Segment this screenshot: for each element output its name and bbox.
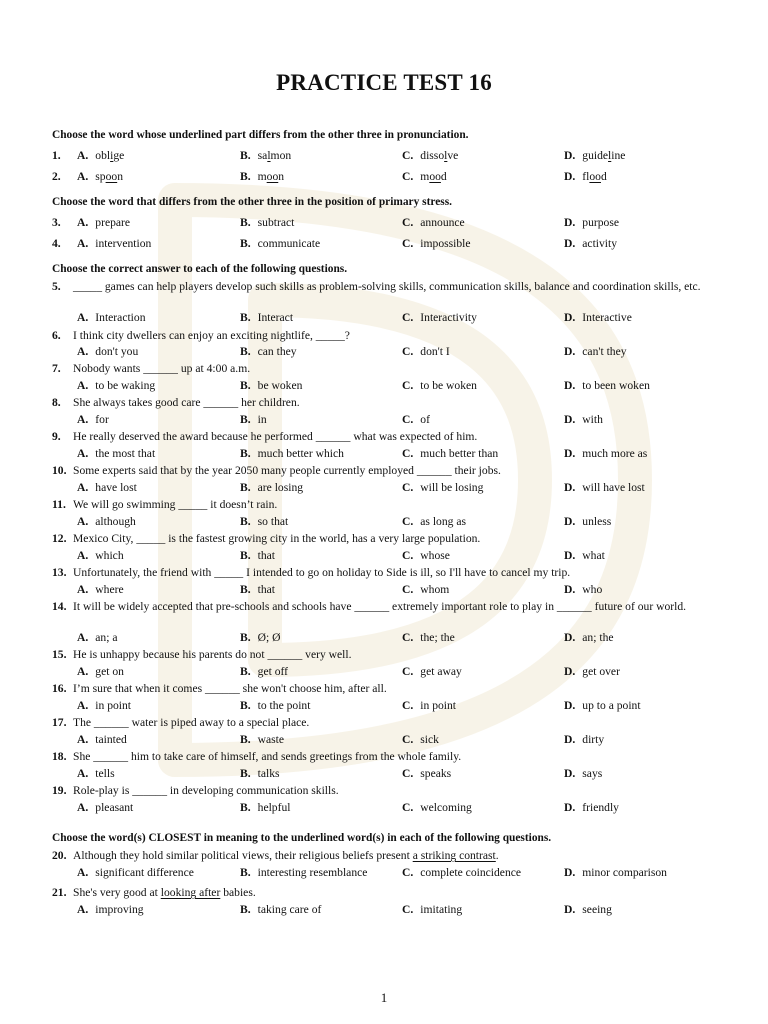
option-a[interactable]: A. the most that xyxy=(77,447,156,460)
option-d[interactable]: D. will have lost xyxy=(564,481,645,494)
option-b[interactable]: B. can they xyxy=(240,345,297,358)
option-d[interactable]: D. up to a point xyxy=(564,699,641,712)
question-number: 10. xyxy=(52,464,67,477)
option-a[interactable]: A. to be waking xyxy=(77,379,156,392)
option-d[interactable]: D. what xyxy=(564,549,605,562)
question-number: 6. xyxy=(52,329,61,342)
options-row xyxy=(52,767,742,783)
option-d[interactable]: D. minor comparison xyxy=(564,866,667,879)
question-row xyxy=(52,886,742,902)
option-c[interactable]: C. dissolve xyxy=(402,149,459,162)
underlined-phrase: a striking contrast xyxy=(412,849,496,862)
question-stem: I’m sure that when it comes ______ she won't choose him, after all. xyxy=(73,682,387,695)
option-d[interactable]: D. Interactive xyxy=(564,311,632,324)
question-stem: He is unhappy because his parents do not ______ very well. xyxy=(73,648,352,661)
section-instruction: Choose the word whose underlined part differs from the other three in pronunciation. xyxy=(52,129,469,141)
option-b[interactable]: B. that xyxy=(240,549,276,562)
option-d[interactable]: D. activity xyxy=(564,237,618,250)
question-number: 9. xyxy=(52,430,61,443)
options-row xyxy=(52,665,742,681)
option-a[interactable]: A. tells xyxy=(77,767,115,780)
option-d[interactable]: D. dirty xyxy=(564,733,605,746)
option-d[interactable]: D. flood xyxy=(564,170,607,183)
question-row xyxy=(52,396,742,412)
option-b[interactable]: B. are losing xyxy=(240,481,304,494)
question-stem: Although they hold similar political views, their religious beliefs present a striking contrast. xyxy=(73,849,499,862)
question-row xyxy=(52,430,742,446)
option-d[interactable]: D. says xyxy=(564,767,603,780)
question-number: 8. xyxy=(52,396,61,409)
question-stem: Mexico City, _____ is the fastest growing city in the world, has a very large population. xyxy=(73,532,481,545)
question-row xyxy=(52,170,742,186)
option-d[interactable]: D. friendly xyxy=(564,801,619,814)
question-row xyxy=(52,600,742,616)
options-row xyxy=(52,345,742,361)
options-row xyxy=(52,733,742,749)
option-d[interactable]: D. to been woken xyxy=(564,379,650,392)
option-b[interactable]: B. to the point xyxy=(240,699,311,712)
option-a[interactable]: A. intervention xyxy=(77,237,152,250)
option-c[interactable]: C. announce xyxy=(402,216,465,229)
question-stem: Role-play is ______ in developing communication skills. xyxy=(73,784,339,797)
option-b[interactable]: B. waste xyxy=(240,733,285,746)
option-a[interactable]: A. get on xyxy=(77,665,124,678)
question-row xyxy=(52,532,742,548)
question-stem: I think city dwellers can enjoy an exciting nightlife, _____? xyxy=(73,329,350,342)
options-row xyxy=(52,515,742,531)
option-a[interactable]: A. although xyxy=(77,515,136,528)
question-number: 19. xyxy=(52,784,67,797)
options-row xyxy=(52,631,742,647)
question-row xyxy=(52,849,742,865)
options-row xyxy=(52,379,742,395)
question-stem: She ______ him to take care of himself, and sends greetings from the whole family. xyxy=(73,750,462,763)
option-c[interactable]: C. complete coincidence xyxy=(402,866,522,879)
option-a[interactable]: A. significant difference xyxy=(77,866,194,879)
option-a[interactable]: A. improving xyxy=(77,903,144,916)
option-b[interactable]: B. get off xyxy=(240,665,289,678)
option-a[interactable]: A. pleasant xyxy=(77,801,134,814)
question-stem: Nobody wants ______ up at 4:00 a.m. xyxy=(73,362,251,375)
option-b[interactable]: B. Ø; Ø xyxy=(240,631,281,644)
options-row xyxy=(52,583,742,599)
section-instruction: Choose the correct answer to each of the following questions. xyxy=(52,263,348,275)
question-row xyxy=(52,280,742,296)
question-number: 15. xyxy=(52,648,67,661)
question-number: 7. xyxy=(52,362,61,375)
question-number: 3. xyxy=(52,216,61,229)
option-d[interactable]: D. get over xyxy=(564,665,620,678)
option-b[interactable]: B. interesting resemblance xyxy=(240,866,368,879)
option-a[interactable]: A. where xyxy=(77,583,124,596)
question-row xyxy=(52,566,742,582)
option-d[interactable]: D. much more as xyxy=(564,447,648,460)
options-row xyxy=(52,699,742,715)
option-c[interactable]: C. to be woken xyxy=(402,379,477,392)
option-d[interactable]: D. purpose xyxy=(564,216,619,229)
question-number: 20. xyxy=(52,849,67,862)
option-d[interactable]: D. unless xyxy=(564,515,612,528)
option-b[interactable]: B. moon xyxy=(240,170,285,183)
question-stem: She's very good at looking after babies. xyxy=(73,886,256,899)
option-a[interactable]: A. don't you xyxy=(77,345,139,358)
options-row xyxy=(52,903,742,919)
question-row xyxy=(52,464,742,480)
question-number: 5. xyxy=(52,280,61,293)
option-c[interactable]: C. welcoming xyxy=(402,801,472,814)
question-number: 16. xyxy=(52,682,67,695)
question-number: 21. xyxy=(52,886,67,899)
options-row xyxy=(52,447,742,463)
option-b[interactable]: B. helpful xyxy=(240,801,291,814)
question-stem: We will go swimming _____ it doesn’t rain. xyxy=(73,498,278,511)
option-c[interactable]: C. whom xyxy=(402,583,450,596)
option-c[interactable]: C. Interactivity xyxy=(402,311,477,324)
question-stem: She always takes good care ______ her children. xyxy=(73,396,300,409)
option-c[interactable]: C. get away xyxy=(402,665,462,678)
question-stem: He really deserved the award because he performed ______ what was expected of him. xyxy=(73,430,478,443)
question-number: 1. xyxy=(52,149,61,162)
question-number: 11. xyxy=(52,498,66,511)
option-c[interactable]: C. mood xyxy=(402,170,447,183)
question-row xyxy=(52,329,742,345)
question-row xyxy=(52,498,742,514)
option-c[interactable]: C. as long as xyxy=(402,515,467,528)
options-row xyxy=(52,801,742,817)
question-number: 4. xyxy=(52,237,61,250)
question-number: 13. xyxy=(52,566,67,579)
question-number: 2. xyxy=(52,170,61,183)
option-a[interactable]: A. an; a xyxy=(77,631,118,644)
question-number: 14. xyxy=(52,600,67,613)
option-a[interactable]: A. in point xyxy=(77,699,132,712)
option-d[interactable]: D. guideline xyxy=(564,149,626,162)
question-stem: _____ games can help players develop such skills as problem-solving skills, communication skills, balance and coordination skills, etc. xyxy=(73,280,701,293)
option-d[interactable]: D. with xyxy=(564,413,603,426)
options-row xyxy=(52,481,742,497)
option-c[interactable]: C. much better than xyxy=(402,447,499,460)
section-instruction: Choose the word(s) CLOSEST in meaning to the underlined word(s) in each of the following questions. xyxy=(52,832,552,844)
option-a[interactable]: A. which xyxy=(77,549,124,562)
question-stem: It will be widely accepted that pre-schools and schools have ______ extremely important role to play in ______ future of our world. xyxy=(73,600,687,613)
question-row xyxy=(52,750,742,766)
question-row xyxy=(52,648,742,664)
option-c[interactable]: C. whose xyxy=(402,549,450,562)
option-b[interactable]: B. talks xyxy=(240,767,280,780)
option-d[interactable]: D. seeing xyxy=(564,903,612,916)
page-number: 1 xyxy=(380,990,388,1005)
question-row xyxy=(52,237,742,253)
option-b[interactable]: B. salmon xyxy=(240,149,292,162)
question-number: 12. xyxy=(52,532,67,545)
option-b[interactable]: B. Interact xyxy=(240,311,294,324)
question-row xyxy=(52,216,742,232)
option-a[interactable]: A. spoon xyxy=(77,170,123,183)
question-stem: Unfortunately, the friend with _____ I intended to go on holiday to Side is ill, so I'll have to cancel my trip. xyxy=(73,566,571,579)
options-row xyxy=(52,866,742,882)
question-row xyxy=(52,716,742,732)
option-a[interactable]: A. for xyxy=(77,413,109,426)
option-b[interactable]: B. be woken xyxy=(240,379,303,392)
option-a[interactable]: A. tainted xyxy=(77,733,127,746)
question-number: 17. xyxy=(52,716,67,729)
option-c[interactable]: C. impossible xyxy=(402,237,471,250)
options-row xyxy=(52,311,742,327)
question-row xyxy=(52,784,742,800)
option-a[interactable]: A. oblige xyxy=(77,149,125,162)
option-b[interactable]: B. taking care of xyxy=(240,903,322,916)
option-c[interactable]: C. of xyxy=(402,413,430,426)
question-row xyxy=(52,362,742,378)
question-stem: Some experts said that by the year 2050 many people currently employed ______ their jobs. xyxy=(73,464,501,477)
option-c[interactable]: C. will be losing xyxy=(402,481,484,494)
question-stem: The ______ water is piped away to a special place. xyxy=(73,716,310,729)
question-number: 18. xyxy=(52,750,67,763)
option-a[interactable]: A. prepare xyxy=(77,216,131,229)
underlined-phrase: looking after xyxy=(160,886,221,899)
option-b[interactable]: B. so that xyxy=(240,515,289,528)
option-c[interactable]: C. the; the xyxy=(402,631,455,644)
option-c[interactable]: C. imitating xyxy=(402,903,463,916)
option-b[interactable]: B. that xyxy=(240,583,276,596)
option-a[interactable]: A. Interaction xyxy=(77,311,146,324)
option-d[interactable]: D. an; the xyxy=(564,631,614,644)
option-c[interactable]: C. speaks xyxy=(402,767,452,780)
question-row xyxy=(52,149,742,165)
option-b[interactable]: B. much better which xyxy=(240,447,344,460)
question-row xyxy=(52,682,742,698)
section-instruction: Choose the word that differs from the other three in the position of primary stress. xyxy=(52,196,453,208)
option-d[interactable]: D. can't they xyxy=(564,345,627,358)
option-a[interactable]: A. have lost xyxy=(77,481,137,494)
option-b[interactable]: B. subtract xyxy=(240,216,295,229)
option-b[interactable]: B. in xyxy=(240,413,267,426)
options-row xyxy=(52,549,742,565)
option-c[interactable]: C. sick xyxy=(402,733,439,746)
option-b[interactable]: B. communicate xyxy=(240,237,321,250)
option-d[interactable]: D. who xyxy=(564,583,603,596)
option-c[interactable]: C. in point xyxy=(402,699,457,712)
page-title: PRACTICE TEST 16 xyxy=(276,70,492,95)
options-row xyxy=(52,413,742,429)
option-c[interactable]: C. don't I xyxy=(402,345,450,358)
